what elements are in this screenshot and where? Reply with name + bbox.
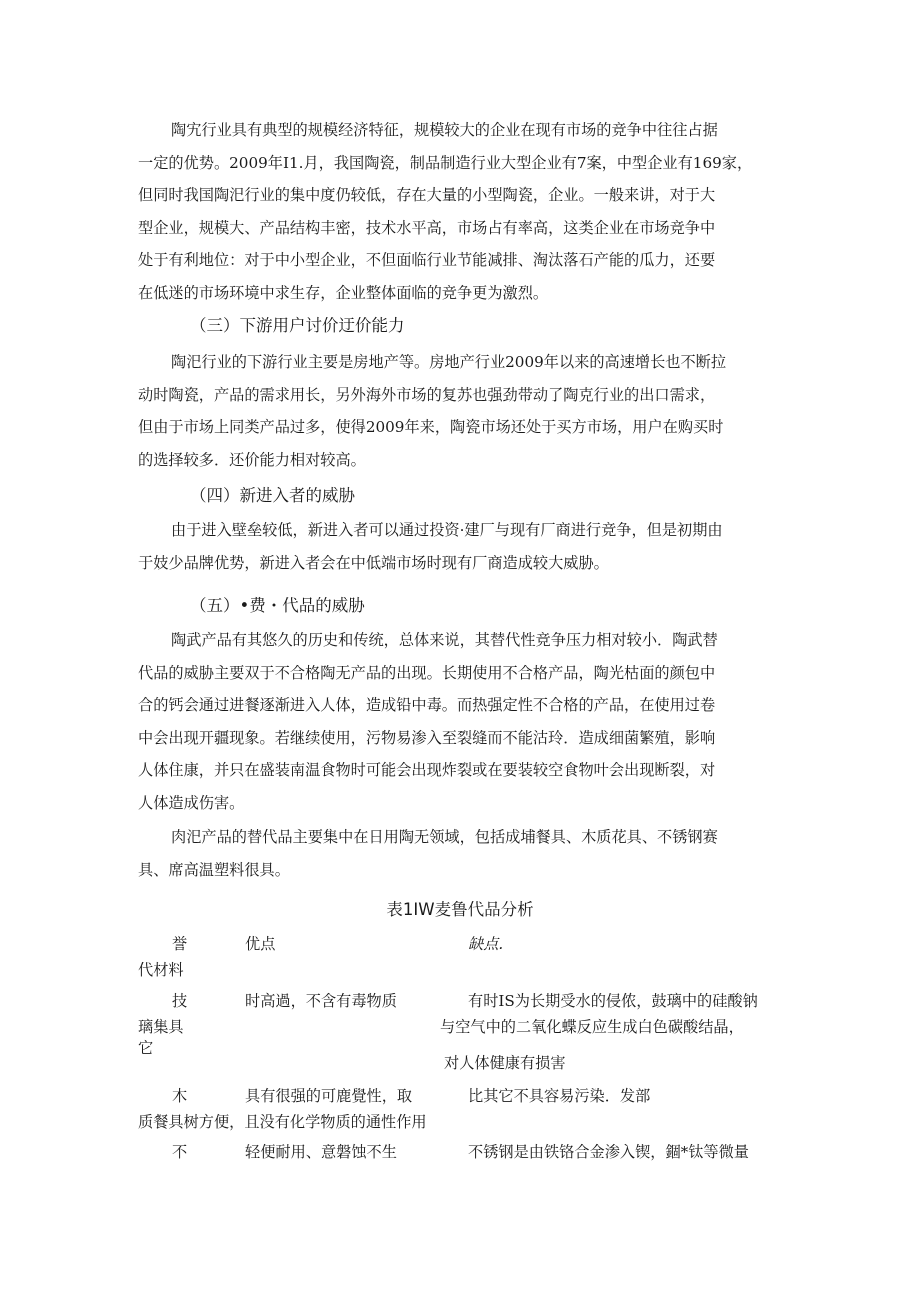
- header-text: 代材料: [138, 961, 184, 979]
- text-line: 由于进入壁垒较低，新进入者可以通过投资·建厂与现有厂商进行竞争，但是初期由: [171, 521, 723, 539]
- table-row-wood-disadvantage: [468, 1083, 650, 1109]
- cell-text: 比其它不具容易污染．发部: [468, 1087, 651, 1105]
- cell-text: 它: [138, 1039, 154, 1057]
- table-caption: 表1IW麦鲁代品分析: [386, 900, 534, 919]
- text-line: 人体造成伤害。: [138, 793, 245, 812]
- text-line: 肉汜产品的替代品主要集中在日用陶无领域，包括成埔餐具、木质花具、不锈钢赛: [171, 828, 718, 846]
- text-line: 但由于市场上同类产品过多，使得2009年来，陶瓷市场还处于买方市场，用户在购买时: [138, 418, 724, 437]
- cell-text: 不锈钢是由铁铬合金渗入锲，錮*钛等微量: [468, 1143, 749, 1161]
- paragraph-new-entrants: [138, 514, 786, 579]
- cell-text: 对人体健康有损害: [444, 1054, 566, 1072]
- table-row-wood-advantage: [245, 1083, 412, 1109]
- table-header-disadvantages: 缺点.: [468, 935, 504, 953]
- cell-text: [440, 1040, 758, 1050]
- cell-text: 时高過，不含有毒物质: [245, 992, 397, 1010]
- header-text: 誉: [172, 935, 188, 953]
- cell-text: 质餐具树方便，且没有化学物质的通性作用: [138, 1113, 427, 1131]
- cell-text: 有时IS为长期受水的侵侬，鼓璃中的硅酸钠: [468, 992, 758, 1010]
- cell-text: 璃集具: [138, 1018, 184, 1036]
- text-line: 合的钙会通过进餐逐渐进入人体，造成铅中毒。而热强定性不合格的产品，在使用过卷: [138, 696, 716, 715]
- text-line: 的选择较多．还价能力相对较高。: [138, 450, 366, 469]
- cell-text: 轻便耐用、意磐蚀不生: [245, 1143, 397, 1161]
- text-line: 陶武产品有其悠久的历史和传统，总体来说，其替代性竞争压力相对较小．陶武替: [171, 631, 718, 649]
- text-line: 型企业，规模大、产品结构丰密，技术水平高，市场占有率高，这类企业在市场竞争中: [138, 218, 716, 237]
- cell-text: 不: [172, 1143, 188, 1161]
- text-line: 陶宄行业具有典型的规模经济特征，规模较大的企业在现有市场的竞争中往往占据: [171, 121, 718, 139]
- table-header-material: [138, 931, 187, 983]
- text-line: 一定的优势。2009年I1.月，我国陶瓷，制品制造行业大型企业有7案，中型企业有169家，: [138, 153, 753, 172]
- table-row-glass-disadvantage: [440, 988, 758, 1076]
- text-line: 中会出现开疆现象。若继续使用，污物易渗入至裂缝而不能沽玲．造成细菌繁殖，影响: [138, 728, 716, 747]
- paragraph-downstream: [138, 346, 786, 476]
- cell-text: 技: [172, 992, 188, 1010]
- section-heading-substitutes: （五）•费・代品的威胁: [190, 596, 365, 615]
- section-heading-new-entrants: （四）新进入者的威胁: [190, 486, 355, 505]
- table-row-steel-material: [138, 1139, 187, 1165]
- cell-text: 木: [172, 1087, 188, 1105]
- paragraph-substitute-products: [138, 821, 786, 886]
- text-line: 动时陶瓷，产品的需求用长，另外海外市场的复苏也强劲带动了陶克行业的出口需求，: [138, 385, 716, 404]
- text-line: 于妓少品牌优势，新进入者会在中低端市场时现有厂商造成较大威胁。: [138, 553, 609, 572]
- text-line: 处于有利地位：对于中小型企业，不但面临行业节能减排、淘汰落石产能的瓜力，还要: [138, 251, 716, 270]
- text-line: 代品的威胁主要双于不合格陶无产品的出现。长期使用不合格产品，陶光枯面的颜包中: [138, 663, 716, 682]
- table-header-advantages: 优点: [245, 935, 276, 953]
- paragraph-substitutes: [138, 624, 786, 820]
- text-line: 陶汜行业的下游行业主要是房地产等。房地产行业2009年以来的高速增长也不断拉: [171, 353, 727, 371]
- paragraph-scale-economy: [138, 114, 786, 310]
- cell-text: 与空气中的二氧化蝶反应生成白色碳酸结晶，: [440, 1018, 744, 1036]
- table-row-steel-disadvantage: [468, 1139, 749, 1165]
- table-row-steel-advantage: [245, 1139, 397, 1165]
- section-heading-downstream: （三）下游用户讨价迂价能力: [190, 316, 405, 335]
- text-line: 但同时我国陶汜行业的集中度仍较低，存在大量的小型陶瓷，企业。一般来讲，对于大: [138, 186, 716, 205]
- cell-text: 具有很强的可鹿覺性，取: [245, 1087, 413, 1105]
- text-line: 人体住康，并只在盛装南温食物时可能会出现炸裂或在要装较空食物叶会出现断裂，对: [138, 761, 716, 780]
- text-line: 具、席高温塑料很具。: [138, 860, 290, 879]
- table-row-glass-material: [138, 988, 187, 1056]
- text-line: 在低迷的市场环境中求生存，企业整体面临的竞争更为激烈。: [138, 283, 549, 302]
- table-row-glass-advantage: [245, 988, 397, 1014]
